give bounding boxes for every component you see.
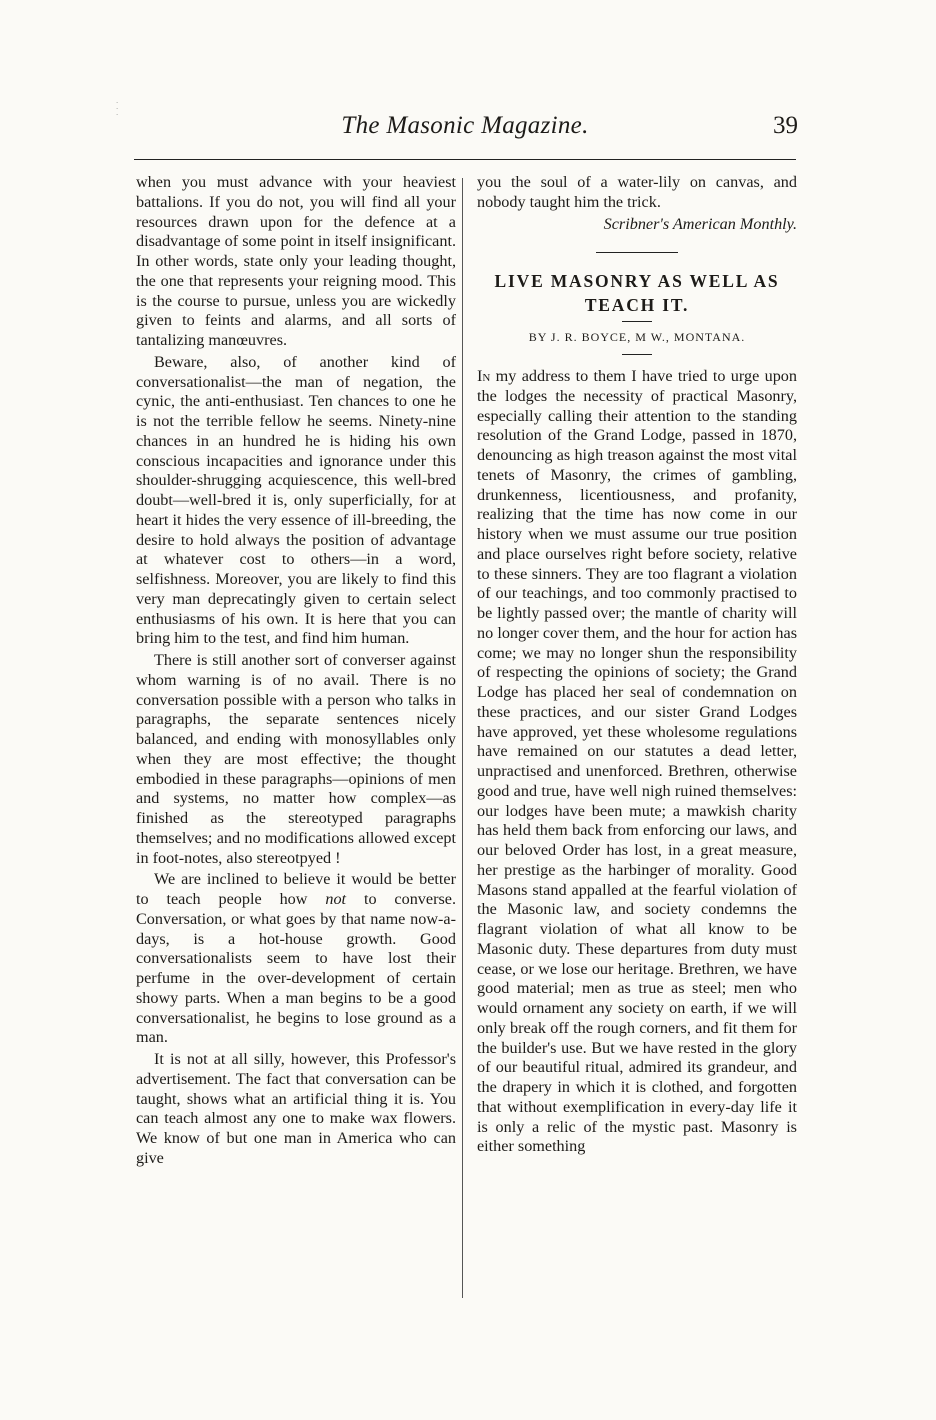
paragraph-text: We are inclined to believe it would be better to teach people how xyxy=(136,870,456,908)
page-number: 39 xyxy=(773,112,798,139)
paragraph: Beware, also, of another kind of conversationalist—the man of negation, the cynic, the anti-enthusiast. Ten chances to one he is not the terrible fellow he seems. Ninety-nine chances in an hundred he is hiding his own conscious incapacities and ignorance under this shoulder-shrugging acquiescence, this well-bred doubt—well-bred it is, only superficially, for at heart it hides the very essence of ill-breeding, the desire to hold always the position of advantage at whatever cost to others—in a word, selfishness. Moreover, you are likely to find this very man deprecatingly given to certain select enthusiasms of his own. It is here that you can bring him to the test, and find him human. xyxy=(136,352,456,648)
paragraph xyxy=(136,870,456,1048)
header-rule xyxy=(134,159,796,160)
margin-specks: · · · xyxy=(116,99,119,119)
paragraph: There is still another sort of converser against whom warning is of no avail. There is no conversation possible with a person who talks in paragraphs, the separate sentences nicely balanced, and ending with monosyllables only when they are most effective; the thought embodied in these paragraphs—opinions of men and systems, no matter how complex—as finished as the stereotyped paragraphs themselves; and no modifications allowed except in foot-notes, also stereotpyed ! xyxy=(136,651,456,867)
left-column xyxy=(136,173,456,1169)
page-header xyxy=(132,112,798,152)
section-rule xyxy=(596,252,678,253)
running-title: The Masonic Magazine. xyxy=(341,112,589,139)
emphasis: not xyxy=(325,890,347,908)
paragraph: you the soul of a water-lily on canvas, and nobody taught him the trick. xyxy=(477,173,797,211)
opening-word: In xyxy=(477,367,491,385)
right-column xyxy=(477,173,797,1157)
paragraph xyxy=(477,367,797,1157)
paragraph-text: to converse. Conversation, or what goes by that name now-a-days, is a hot-house growth. Good conversationalists seem to have lost their perfume in the over-development of certain showy parts. When a man begins to be a good conversationalist, he begins to lose ground as a man. xyxy=(136,890,457,1047)
byline-rule xyxy=(622,354,652,355)
title-rule xyxy=(622,321,652,322)
paragraph: when you must advance with your heaviest battalions. If you do not, you will find all your resources drawn upon for the defence at a disadvantage of some point in itself insignificant. In other words, state only your leading thought, the one that represents your reigning mood. This is the course to pursue, unless you are wickedly given to feints and alarms, and all sorts of tantalizing manœuvres. xyxy=(136,173,456,349)
paragraph-text: my address to them I have tried to urge upon the lodges the necessity of practical Masonry, especially calling their attention to the standing resolution of the Grand Lodge, passed in 1870, denouncing as high treason against the most vital tenets of Masonry, the crimes of gambling, drunkenness, licentiousness, and profanity, realizing that the time has now come in our history when we must assume our true position and place ourselves right before society, relative to these sinners. They are too flagrant a violation of our teachings, and too commonly practised to be lightly passed over; the mantle of charity will no longer cover them, and the hour for action has come; we may no longer shun the responsibility of respecting the opinions of society; the Grand Lodge has placed her seal of condemnation on these practices, and our sister Grand Lodges have approved, yet these wholesome regulations have remained on our statutes a dead letter, unpractised and unenforced. Brethren, otherwise good and true, have well nigh ruined themselves: our lodges have been mute; a mawkish charity has held them back from enforcing our laws, and our beloved Order has lost, in a great measure, her prestige as the harbinger of morality. Good Masons stand appalled at the fearful violation of the Masonic law, and society condemns the flagrant violation of what all know to be Masonic duty. These departures from duty must cease, or we lose our heritage. Brethren, we have good material; men as true as steel; men who would ornament any society on earth, if we will only break off the rough corners, and fit them for the builder's use. But we have rested in the glory of our beautiful ritual, admired its grandeur, and the drapery in which it is clothed, and forgotten that without exemplification in every-day life it is only a relic of the mystic past. Masonry is either something xyxy=(477,367,797,1156)
source-attribution: Scribner's American Monthly. xyxy=(603,214,797,233)
byline: BY J. R. BOYCE, M W., MONTANA. xyxy=(528,330,746,345)
paragraph: It is not at all silly, however, this Professor's advertisement. The fact that conversation can be taught, shows what an artificial thing it is. You can teach almost any one to make wax flowers. We know of but one man in America who can give xyxy=(136,1050,456,1167)
column-divider xyxy=(462,178,463,1298)
article-title: LIVE MASONRY AS WELL AS TEACH IT. xyxy=(494,271,780,316)
